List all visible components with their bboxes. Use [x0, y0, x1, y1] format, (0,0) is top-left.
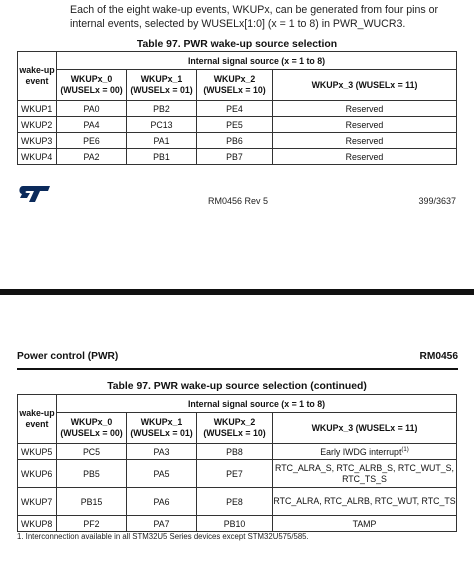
table-cell: PB1: [127, 149, 197, 165]
table-cell: Reserved: [273, 117, 457, 133]
table-cell: PA5: [127, 460, 197, 488]
table-cell: WKUP5: [18, 444, 57, 460]
page-number: 399/3637: [418, 196, 456, 206]
table-cell: PA1: [127, 133, 197, 149]
footnote: 1. Interconnection available in all STM32U5 Series devices except STM32U575/585.: [17, 532, 309, 541]
column-header: WKUPx_2 (WUSELx = 10): [197, 413, 273, 444]
column-header: WKUPx_3 (WUSELx = 11): [273, 70, 457, 101]
table-cell: PC13: [127, 117, 197, 133]
table-cell: WKUP4: [18, 149, 57, 165]
table-cell: WKUP7: [18, 488, 57, 516]
table-cell: PF2: [57, 516, 127, 532]
table-cell: PE5: [197, 117, 273, 133]
table-cell: WKUP2: [18, 117, 57, 133]
column-header: WKUPx_0 (WUSELx = 00): [57, 70, 127, 101]
table-row: [18, 444, 457, 460]
column-header-event: wake-up event: [18, 395, 57, 444]
table-cell: PB2: [127, 101, 197, 117]
group-header: Internal signal source (x = 1 to 8): [57, 395, 457, 413]
table-cell: Reserved: [273, 133, 457, 149]
table-cell: PA7: [127, 516, 197, 532]
table-cell: WKUP3: [18, 133, 57, 149]
table-cell: WKUP1: [18, 101, 57, 117]
st-logo: [17, 184, 51, 204]
table-cell: PA2: [57, 149, 127, 165]
table-cell: PE8: [197, 488, 273, 516]
table-cell: PB5: [57, 460, 127, 488]
column-header: WKUPx_1 (WUSELx = 01): [127, 70, 197, 101]
wakeup-source-table: [17, 51, 457, 165]
table-cell: WKUP6: [18, 460, 57, 488]
column-header: WKUPx_2 (WUSELx = 10): [197, 70, 273, 101]
table-cell: PA0: [57, 101, 127, 117]
doc-revision: RM0456 Rev 5: [208, 196, 269, 206]
table-cell: WKUP8: [18, 516, 57, 532]
table-cell: PA6: [127, 488, 197, 516]
table-cell: PB15: [57, 488, 127, 516]
table-cell: PE4: [197, 101, 273, 117]
table-cell: PB7: [197, 149, 273, 165]
column-header: WKUPx_0 (WUSELx = 00): [57, 413, 127, 444]
table-cell: RTC_ALRA_S, RTC_ALRB_S, RTC_WUT_S, RTC_TS_S: [273, 460, 457, 488]
table-cell: Reserved: [273, 149, 457, 165]
table-cell: RTC_ALRA, RTC_ALRB, RTC_WUT, RTC_TS: [273, 488, 457, 516]
column-header: WKUPx_3 (WUSELx = 11): [273, 413, 457, 444]
table-row: [18, 516, 457, 532]
wakeup-source-table-continued: [17, 394, 457, 532]
table-row: [18, 149, 457, 165]
page-separator: [0, 289, 474, 295]
column-header: WKUPx_1 (WUSELx = 01): [127, 413, 197, 444]
table-cell: Reserved: [273, 101, 457, 117]
table-row: [18, 117, 457, 133]
intro-paragraph: Each of the eight wake-up events, WKUPx, can be generated from four pins or internal events, selected by WUSELx[1:0] (x = 1 to 8) in PWR_WUCR3.: [70, 4, 439, 30]
table-row: [18, 460, 457, 488]
section-title: Power control (PWR): [17, 351, 119, 362]
table-cell: PB6: [197, 133, 273, 149]
table-cell: PA3: [127, 444, 197, 460]
table-cell: TAMP: [273, 516, 457, 532]
header-rule: [17, 368, 458, 370]
table-cell: PA4: [57, 117, 127, 133]
table-cell: PB10: [197, 516, 273, 532]
table-caption: Table 97. PWR wake-up source selection (continued): [107, 381, 367, 392]
footnote-marker: (1): [401, 446, 409, 453]
group-header: Internal signal source (x = 1 to 8): [57, 52, 457, 70]
table-row: [18, 101, 457, 117]
column-header-event: wake-up event: [18, 52, 57, 101]
table-cell: PE7: [197, 460, 273, 488]
table-row: [18, 488, 457, 516]
table-cell: PE6: [57, 133, 127, 149]
doc-id: RM0456: [419, 351, 458, 362]
table-cell: Early IWDG interrupt$^{(1)}$: [273, 444, 457, 460]
table-cell: PB8: [197, 444, 273, 460]
table-row: [18, 133, 457, 149]
table-caption: Table 97. PWR wake-up source selection: [136, 39, 338, 50]
table-cell: PC5: [57, 444, 127, 460]
